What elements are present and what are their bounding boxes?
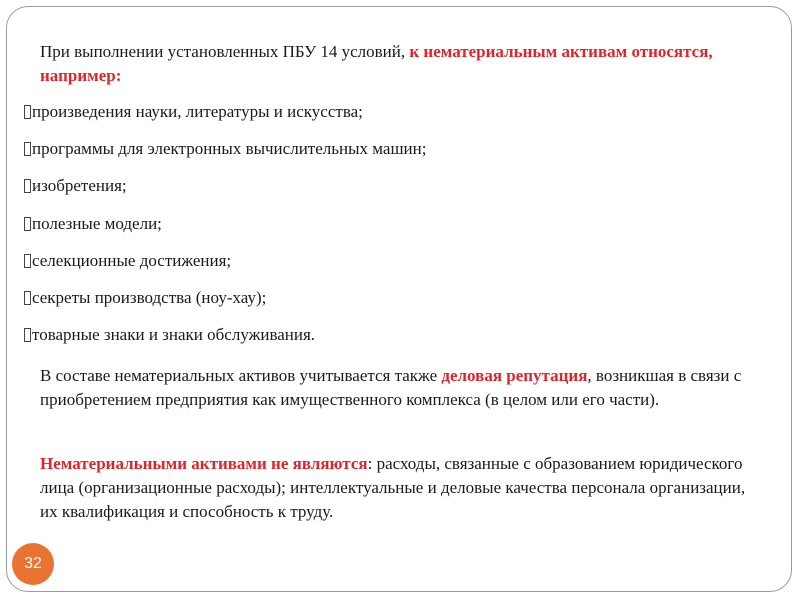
list-item (24, 249, 764, 273)
page-number-badge: 32 (12, 543, 54, 585)
exclusions-text: : расходы, связанные с образованием юридического лица (организационные расходы); интеллектуальные и деловые качества персонала организации, их квалификация и способность к труду. (40, 454, 746, 521)
goodwill-text-before: В составе нематериальных активов учитывается также (40, 366, 442, 385)
intangible-assets-list (24, 100, 764, 360)
bullet-icon (24, 142, 31, 156)
bullet-icon (24, 328, 31, 342)
list-item (24, 323, 764, 347)
exclusions-paragraph (40, 452, 765, 524)
goodwill-highlight: деловая репутация (441, 366, 588, 385)
intro-text: При выполнении установленных ПБУ 14 условий, (40, 42, 410, 61)
intro-paragraph (40, 40, 760, 88)
list-item-text: изобретения; (32, 176, 127, 196)
list-item-text: программы для электронных вычислительных машин; (32, 139, 427, 159)
exclusions-highlight: Нематериальными активами не являются (40, 454, 368, 473)
list-item-text: полезные модели; (32, 213, 162, 233)
list-item (24, 212, 764, 236)
list-item-text: произведения науки, литературы и искусства; (32, 102, 363, 121)
bullet-icon (24, 254, 31, 268)
goodwill-paragraph (40, 364, 765, 412)
intro-highlight: к нематериальным активам относятся, например: (40, 42, 713, 85)
bullet-icon (24, 217, 31, 231)
list-item-text: селекционные достижения; (32, 250, 232, 270)
bullet-icon (24, 291, 31, 305)
goodwill-text-after: , возникшая в связи с приобретением предприятия как имущественного комплекса (в целом или его части). (40, 366, 742, 409)
list-item (24, 286, 764, 310)
list-item-text: товарные знаки и знаки обслуживания. (32, 325, 316, 345)
list-item-text: секреты производства (ноу-хау); (32, 287, 267, 307)
bullet-icon (24, 105, 31, 119)
list-item (24, 137, 764, 161)
list-item (24, 100, 764, 124)
bullet-icon (24, 179, 31, 193)
list-item (24, 174, 764, 198)
